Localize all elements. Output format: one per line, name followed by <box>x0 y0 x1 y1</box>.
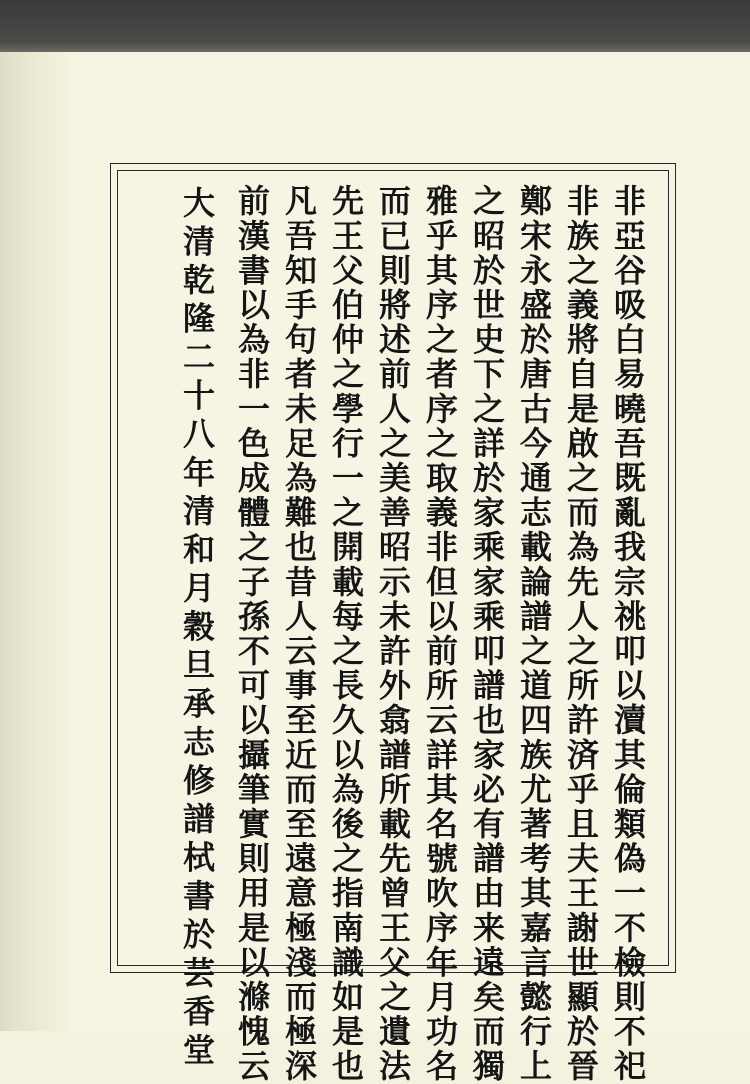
text-column-1: 非亞谷吸白易曉吾既亂我宗祧叩以瀆其倫類偽一不檢則不祀 <box>609 184 647 1084</box>
text-frame-outer-border <box>110 163 676 1084</box>
text-column-6: 而已則將述前人之美善昭示未許外翕譜所載先曾王父之遺法 <box>374 184 412 1084</box>
text-column-5: 雅乎其序之者序之取義非但以前所云詳其名號吹序年月功名 <box>421 184 459 1084</box>
text-column-8: 凡吾知手句者未足為難也昔人云事至近而至遠意極淺而極深 <box>280 184 318 1084</box>
text-column-4: 之昭於世史下之詳於家乘家乘叩譜也家必有譜由来遠矣而獨 <box>468 184 506 1084</box>
text-column-7: 先王父伯仲之學行一之開載每之長久以為後之指南識如是也 <box>327 184 365 1084</box>
text-column-3: 鄭宋永盛於唐古今通志載論譜之道四族尤著考其嘉言懿行上 <box>515 184 553 1084</box>
scanner-top-edge <box>0 0 750 52</box>
colophon-date-signature: 大清乾隆二十八年清和月穀旦承志修譜栻書於芸香堂 <box>178 186 216 1072</box>
text-column-2: 非族之義將自是啟之而為先人之所許済乎且夫王謝世顯於晉 <box>562 184 600 1084</box>
book-spine-shadow <box>0 52 70 1031</box>
text-column-9: 前漢書以為非一色成體之子孫不可以攝筆實則用是以滌愧云 <box>233 184 271 1084</box>
